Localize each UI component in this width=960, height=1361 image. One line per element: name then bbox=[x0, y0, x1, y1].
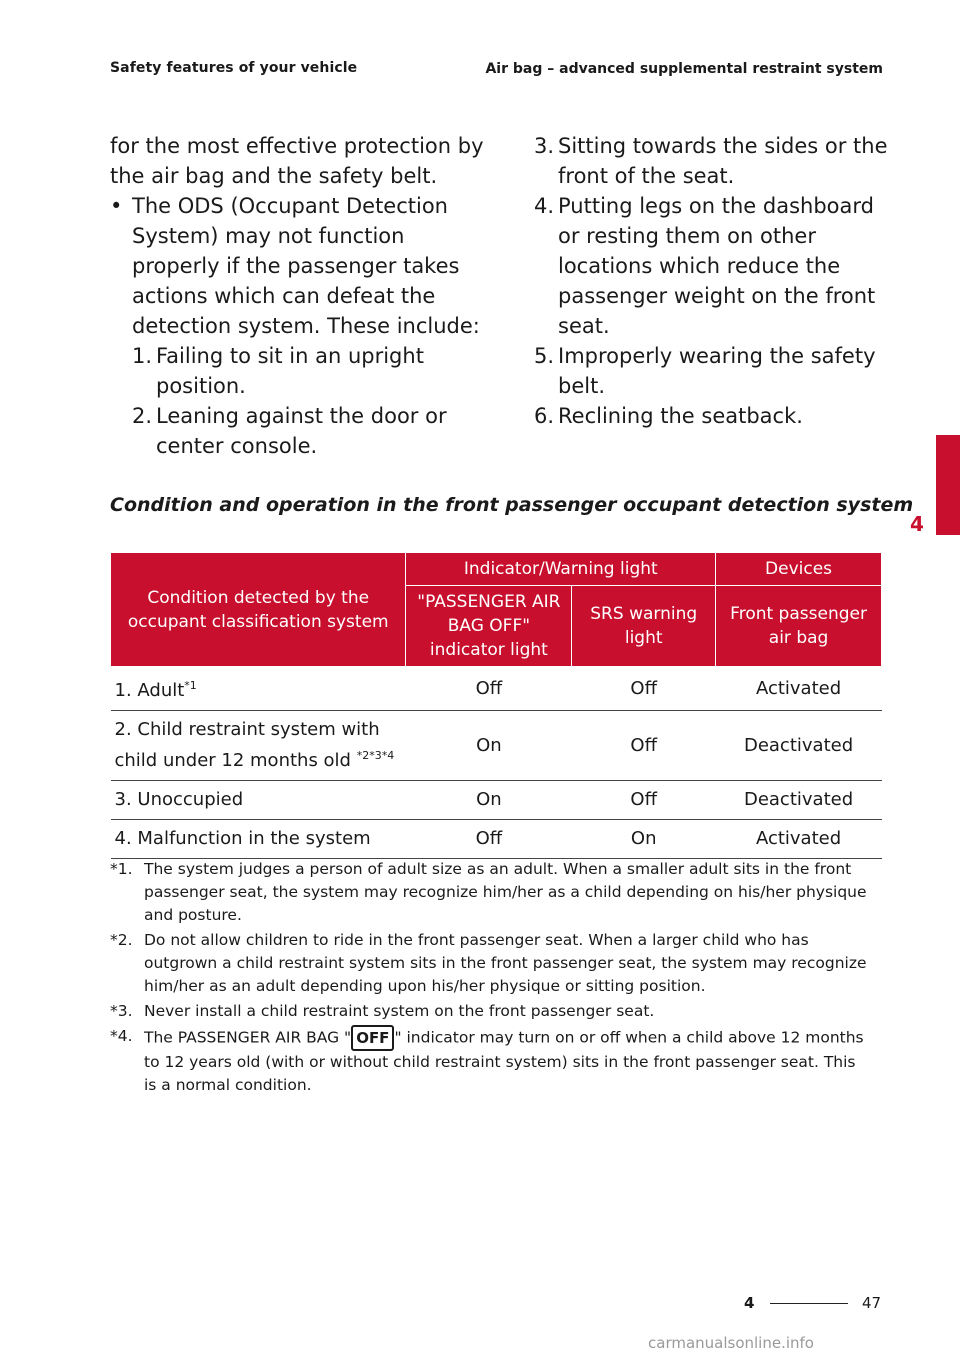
footnote-key: *2. bbox=[110, 931, 133, 949]
condition-cell bbox=[111, 820, 406, 859]
footnote-text: Do not allow children to ride in the front passenger seat. When a larger child who has outgrown a child restraint system sits in the front passenger seat, the system may recognize him/her as an adult depending upon his/her physique or sitting position. bbox=[144, 931, 867, 995]
header-front-passenger-airbag: Front passenger air bag bbox=[716, 586, 882, 667]
footer-page-number: 47 bbox=[862, 1294, 882, 1312]
list-item bbox=[534, 341, 894, 401]
list-item-text: Improperly wearing the safety belt. bbox=[558, 344, 876, 398]
airbag-off-indicator-icon: OFF bbox=[351, 1025, 394, 1051]
chapter-side-number: 4 bbox=[910, 512, 924, 536]
list-item-number: 4. bbox=[534, 194, 555, 218]
left-text-column bbox=[110, 131, 490, 461]
footnote-ref: *1 bbox=[184, 679, 197, 692]
footer-chapter-number: 4 bbox=[744, 1294, 755, 1312]
footer-divider bbox=[770, 1303, 848, 1304]
srs-cell: Off bbox=[572, 667, 716, 711]
condition-cell bbox=[111, 781, 406, 820]
condition-cell bbox=[111, 667, 406, 711]
condition-text: 1. Adult bbox=[114, 680, 185, 701]
header-chapter-title: Air bag – advanced supplemental restraint system bbox=[485, 61, 883, 77]
srs-cell: Off bbox=[572, 711, 716, 781]
list-item bbox=[534, 401, 894, 431]
airbag-cell: Activated bbox=[716, 820, 882, 859]
ods-bullet-text: The ODS (Occupant Detection System) may not function properly if the passenger takes actions which can defeat the detection system. These include: bbox=[132, 194, 480, 338]
header-section-title: Safety features of your vehicle bbox=[110, 60, 358, 76]
footnote bbox=[110, 858, 870, 927]
indicator-cell: On bbox=[406, 711, 572, 781]
table-row bbox=[111, 820, 882, 859]
indicator-cell: Off bbox=[406, 820, 572, 859]
indicator-cell: On bbox=[406, 781, 572, 820]
ods-condition-table bbox=[110, 552, 882, 859]
footnote bbox=[110, 929, 870, 998]
header-condition: Condition detected by the occupant classification system bbox=[111, 553, 406, 667]
list-item-text: Putting legs on the dashboard or resting them on other locations which reduce the passenger weight on the front seat. bbox=[558, 194, 876, 338]
condition-text: 4. Malfunction in the system bbox=[114, 828, 371, 849]
airbag-cell: Activated bbox=[716, 667, 882, 711]
airbag-cell: Deactivated bbox=[716, 781, 882, 820]
note4-before: The PASSENGER AIR BAG " bbox=[144, 1028, 352, 1047]
footnote-key: *4. bbox=[110, 1027, 133, 1045]
footnotes bbox=[110, 858, 870, 1099]
chapter-side-tab bbox=[936, 435, 960, 535]
list-item-number: 3. bbox=[534, 134, 555, 158]
condition-text: 3. Unoccupied bbox=[114, 789, 244, 810]
footnote-key: *3. bbox=[110, 1002, 133, 1020]
watermark: carmanualsonline.info bbox=[648, 1334, 814, 1352]
header-passenger-off-indicator: "PASSENGER AIR BAG OFF" indicator light bbox=[406, 586, 572, 667]
footnote-text: Never install a child restraint system on the front passenger seat. bbox=[144, 1002, 655, 1020]
footnote-key: *1. bbox=[110, 860, 133, 878]
list-item-text: Leaning against the door or center console. bbox=[156, 404, 447, 458]
footnote-text bbox=[144, 1025, 870, 1097]
table-row bbox=[111, 711, 882, 781]
ods-bullet bbox=[110, 191, 490, 341]
list-item-number: 6. bbox=[534, 404, 555, 428]
note4-after: " indicator may turn on or off when a child above 12 months to 12 years old (with or without child restraint system) sits in the front passenger seat. This is a normal condition. bbox=[144, 1028, 864, 1094]
header-srs-warning-light: SRS warning light bbox=[572, 586, 716, 667]
list-item bbox=[534, 131, 894, 191]
srs-cell: On bbox=[572, 820, 716, 859]
list-item bbox=[534, 191, 894, 341]
table-row bbox=[111, 667, 882, 711]
list-item-text: Sitting towards the sides or the front of the seat. bbox=[558, 134, 888, 188]
section-title: Condition and operation in the front passenger occupant detection system bbox=[110, 494, 914, 516]
table-row bbox=[111, 781, 882, 820]
bullet-marker: • bbox=[110, 194, 123, 218]
intro-paragraph: for the most effective protection by the air bag and the safety belt. bbox=[110, 134, 484, 188]
airbag-cell: Deactivated bbox=[716, 711, 882, 781]
footnote-ref: *2*3*4 bbox=[356, 749, 395, 762]
footnote-text: The system judges a person of adult size as an adult. When a smaller adult sits in the front passenger seat, the system may recognize him/her as a child depending on his/her physique and posture. bbox=[144, 860, 867, 924]
list-item-number: 5. bbox=[534, 344, 555, 368]
condition-cell bbox=[111, 711, 406, 781]
list-item-text: Failing to sit in an upright position. bbox=[156, 344, 424, 398]
right-text-column bbox=[534, 131, 894, 431]
indicator-cell: Off bbox=[406, 667, 572, 711]
list-item bbox=[132, 401, 490, 461]
list-item-text: Reclining the seatback. bbox=[558, 404, 803, 428]
srs-cell: Off bbox=[572, 781, 716, 820]
footnote bbox=[110, 1025, 870, 1097]
condition-text: 2. Child restraint system with child under 12 months old bbox=[114, 719, 380, 771]
footnote bbox=[110, 1000, 870, 1023]
header-indicator-group: Indicator/Warning light bbox=[406, 553, 716, 586]
list-item-number: 2. bbox=[132, 404, 153, 428]
list-item-number: 1. bbox=[132, 344, 153, 368]
header-devices-group: Devices bbox=[716, 553, 882, 586]
list-item bbox=[132, 341, 490, 401]
